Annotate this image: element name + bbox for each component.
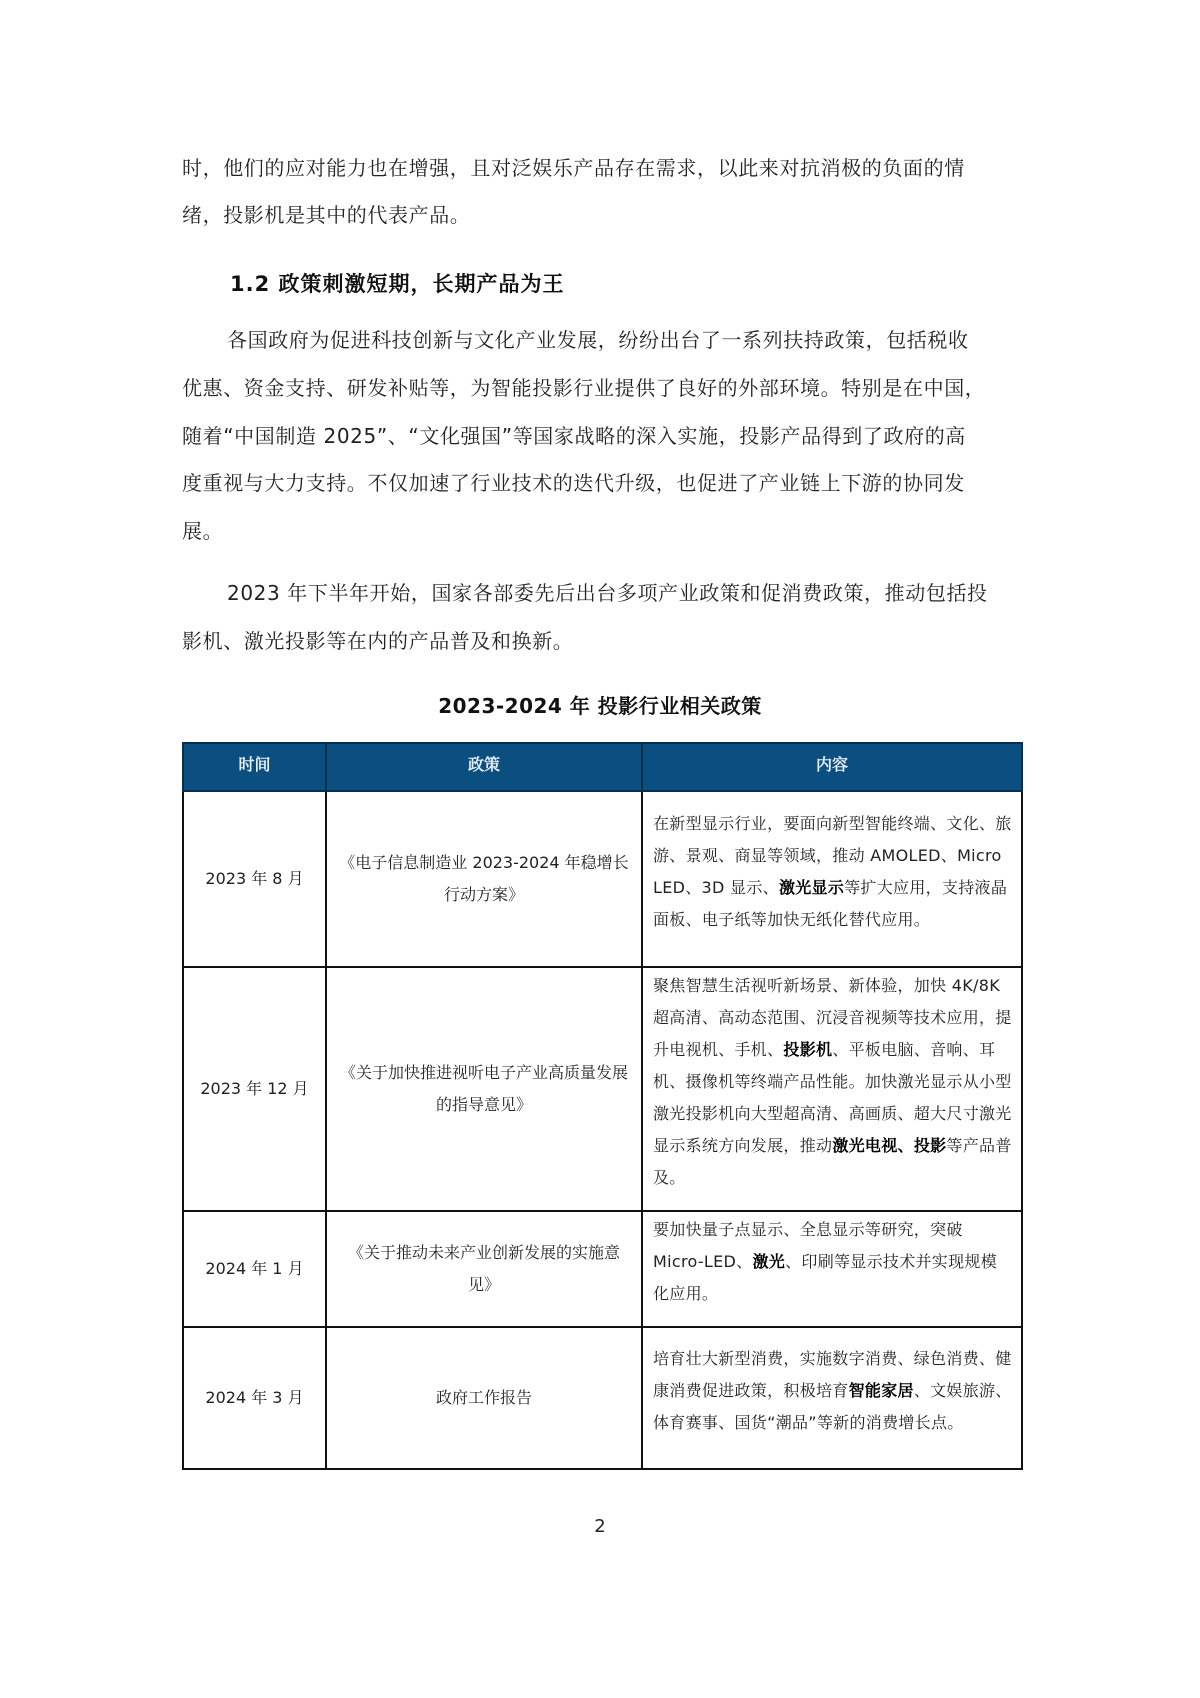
content-text: 培育壮大新型消费，实施数字消费、绿色消费、健康消费促进政策，积极培育 xyxy=(653,1349,1012,1400)
table-row xyxy=(183,967,1022,1211)
cell-time: 2024 年 3 月 xyxy=(183,1327,326,1469)
cell-policy: 《关于加快推进视听电子产业高质量发展的指导意见》 xyxy=(326,967,642,1211)
table-row xyxy=(183,1327,1022,1469)
intro-line-1: 时，他们的应对能力也在增强，且对泛娱乐产品存在需求，以此来对抗消极的负面的情 xyxy=(182,156,965,180)
intro-line-2: 绪，投影机是其中的代表产品。 xyxy=(182,203,471,227)
paragraph-1-line-4: 度重视与大力支持。不仅加速了行业技术的迭代升级，也促进了产业链上下游的协同发 xyxy=(182,471,965,495)
content-text: 、平板电脑、音响、耳机、摄像机等终端产品性能。加快激光显示从小型激光投影机向大型超高清、高画质、超大尺寸激光显示系统方向发展，推动 xyxy=(653,1040,1012,1155)
cell-time: 2024 年 1 月 xyxy=(183,1211,326,1327)
paragraph-1-line-5: 展。 xyxy=(182,519,224,543)
header-content: 内容 xyxy=(642,743,1022,791)
paragraph-1-line-1: 各国政府为促进科技创新与文化产业发展，纷纷出台了一系列扶持政策，包括税收 xyxy=(227,328,969,352)
table-row xyxy=(183,1211,1022,1327)
content-text: 在新型显示行业，要面向新型智能终端、文化、旅游、景观、商显等领域，推动 AMOLED、Micro LED、3D 显示、 xyxy=(653,814,1012,897)
content-bold-keyword: 激光电视、投影 xyxy=(832,1136,947,1155)
policy-table xyxy=(182,742,1023,1470)
cell-content xyxy=(642,1211,1022,1327)
table-header-row xyxy=(183,743,1022,791)
content-text: 等扩大应用，支持液晶面板、电子纸等加快无纸化替代应用。 xyxy=(653,878,1008,929)
cell-content xyxy=(642,967,1022,1211)
content-text: 聚焦智慧生活视听新场景、新体验，加快 4K/8K 超高清、高动态范围、沉浸音视频等技术应用，提升电视机、手机、 xyxy=(653,976,1012,1059)
paragraph-2-line-2: 影机、激光投影等在内的产品普及和换新。 xyxy=(182,629,574,653)
content-text: 等产品普及。 xyxy=(653,1136,1012,1187)
paragraph-1-line-2: 优惠、资金支持、研发补贴等，为智能投影行业提供了良好的外部环境。特别是在中国， xyxy=(182,376,986,400)
table-row xyxy=(183,791,1022,967)
cell-content xyxy=(642,791,1022,967)
content-text: 要加快量子点显示、全息显示等研究，突破 Micro-LED、 xyxy=(653,1220,963,1271)
cell-time: 2023 年 12 月 xyxy=(183,967,326,1211)
cell-policy: 《电子信息制造业 2023-2024 年稳增长行动方案》 xyxy=(326,791,642,967)
content-bold-keyword: 激光 xyxy=(752,1252,786,1271)
page-number: 2 xyxy=(594,1516,606,1537)
table-title: 2023-2024 年 投影行业相关政策 xyxy=(438,694,762,718)
cell-policy: 《关于推动未来产业创新发展的实施意见》 xyxy=(326,1211,642,1327)
content-bold-keyword: 投影机 xyxy=(783,1040,833,1059)
content-text: 、文娱旅游、体育赛事、国货“潮品”等新的消费增长点。 xyxy=(653,1381,1012,1432)
header-time: 时间 xyxy=(183,743,326,791)
content-bold-keyword: 激光显示 xyxy=(778,878,845,897)
cell-policy: 政府工作报告 xyxy=(326,1327,642,1469)
paragraph-1-line-3: 随着“中国制造 2025”、“文化强国”等国家战略的深入实施，投影产品得到了政府的高 xyxy=(182,424,966,448)
content-text: 、印刷等显示技术并实现规模化应用。 xyxy=(653,1252,997,1303)
content-bold-keyword: 智能家居 xyxy=(848,1381,914,1400)
section-heading: 1.2 政策刺激短期，长期产品为王 xyxy=(230,272,565,296)
cell-content xyxy=(642,1327,1022,1469)
cell-time: 2023 年 8 月 xyxy=(183,791,326,967)
paragraph-2-line-1: 2023 年下半年开始，国家各部委先后出台多项产业政策和促消费政策，推动包括投 xyxy=(227,581,988,605)
header-policy: 政策 xyxy=(326,743,642,791)
